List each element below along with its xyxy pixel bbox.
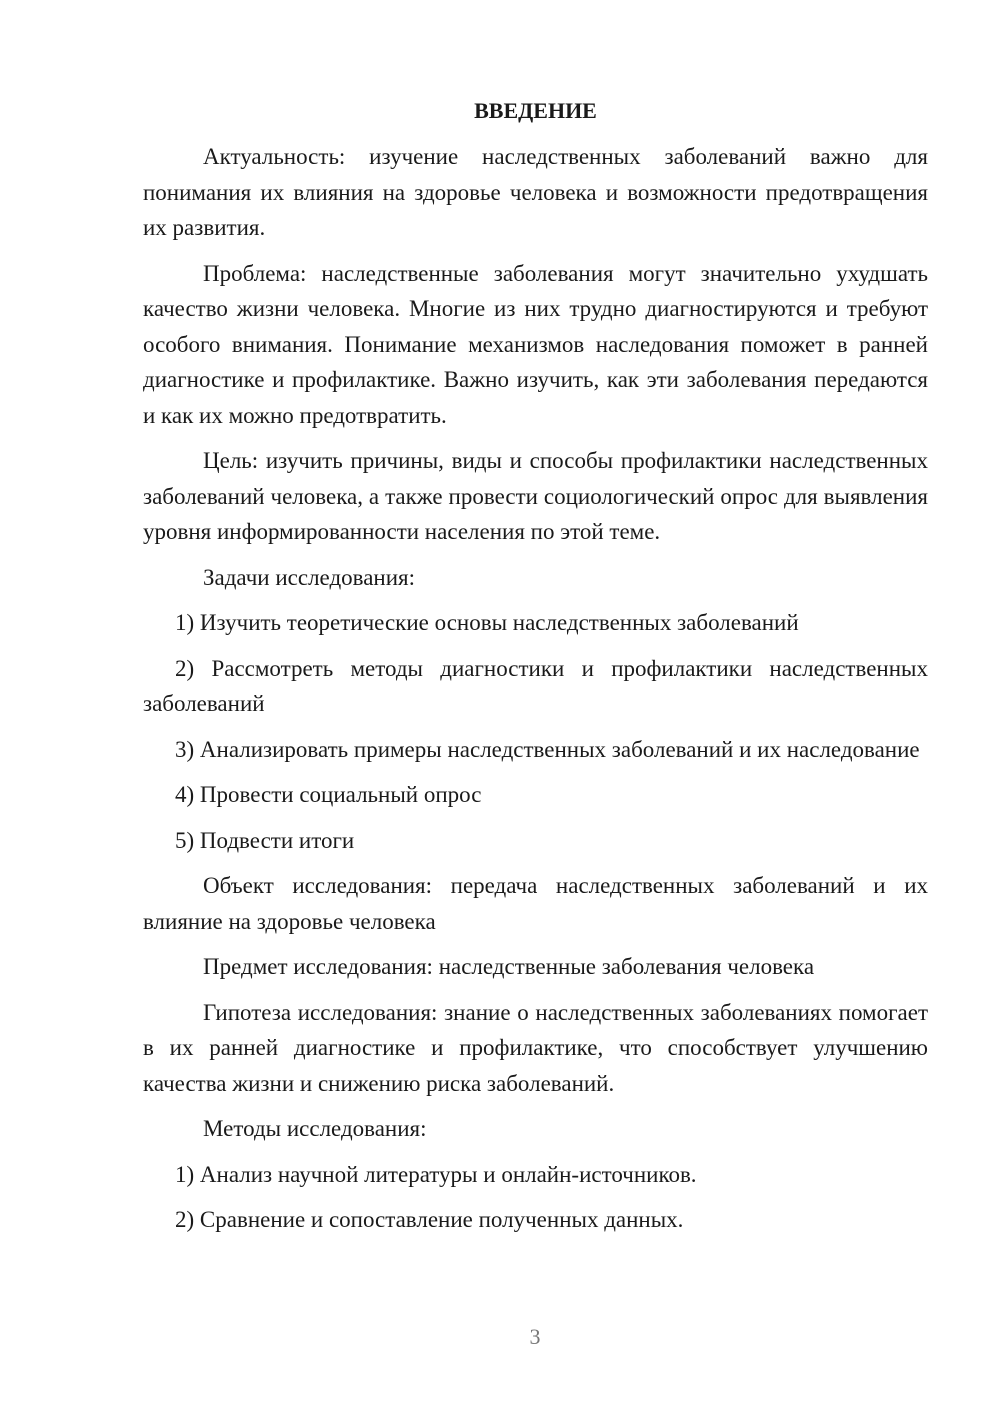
- subject-paragraph: Предмет исследования: наследственные заболевания человека: [203, 954, 815, 979]
- relevance-paragraph: Актуальность: изучение наследственных заболеваний важно для понимания их влияния на здоровье человека и возможности предотвращения их развития.: [143, 144, 928, 240]
- task-item: 2) Рассмотреть методы диагностики и профилактики наследственных заболеваний: [143, 655, 928, 716]
- page-content: [143, 92, 928, 1248]
- method-item: 1) Анализ научной литературы и онлайн-источников.: [175, 1161, 697, 1187]
- task-item: 3) Анализировать примеры наследственных заболеваний и их наследование: [175, 736, 920, 762]
- method-item: 2) Сравнение и сопоставление полученных данных.: [175, 1207, 684, 1232]
- hypothesis-paragraph: Гипотеза исследования: знание о наследственных заболеваниях помогает в их ранней диагностике и профилактике, что способствует улучшению качества жизни и снижению риска заболеваний.: [143, 999, 928, 1096]
- methods-heading: Методы исследования:: [203, 1116, 427, 1141]
- task-item: 4) Провести социальный опрос: [175, 782, 482, 807]
- section-title: ВВЕДЕНИЕ: [474, 98, 597, 123]
- object-paragraph: Объект исследования: передача наследственных заболеваний и их влияние на здоровье человека: [143, 873, 928, 934]
- tasks-heading: Задачи исследования:: [203, 564, 416, 590]
- problem-paragraph: Проблема: наследственные заболевания могут значительно ухудшать качество жизни человека. Многие из них трудно диагностируются и требуют особого внимания. Понимание механизмов наследования поможет в ранней диагностике и профилактике. Важно изучить, как эти заболевания передаются и как их можно предотвратить.: [143, 260, 928, 428]
- page-number: 3: [529, 1324, 541, 1349]
- task-item: 5) Подвести итоги: [175, 827, 355, 853]
- task-item: 1) Изучить теоретические основы наследственных заболеваний: [175, 610, 799, 635]
- goal-paragraph: Цель: изучить причины, виды и способы профилактики наследственных заболеваний человека, а также провести социологический опрос для выявления уровня информированности населения по этой теме.: [143, 448, 928, 544]
